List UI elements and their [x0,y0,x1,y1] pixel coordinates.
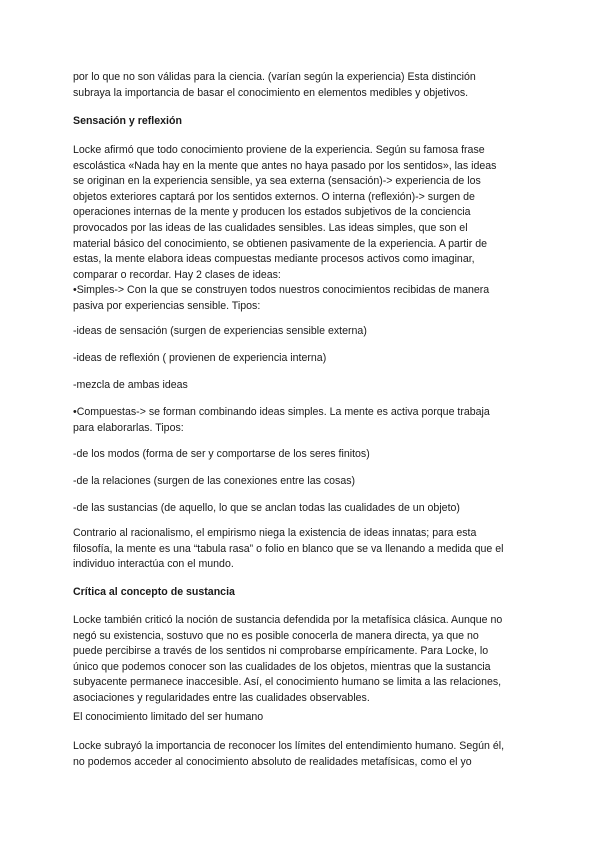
list-item-mezcla: -mezcla de ambas ideas [73,379,188,391]
list-item-simples: •Simples-> Con la que se construyen todos nuestros conocimientos recibidas de manera pasiva por experiencias sensible. Tipos: [73,284,490,312]
paragraph-racionalismo: Contrario al racionalismo, el empirismo niega la existencia de ideas innatas; para esta filosofía, la mente es una “tabula rasa” o folio en blanco que se va llenando a medida que el individuo interactúa con el mundo. [73,527,504,571]
list-item-sensacion: -ideas de sensación (surgen de experiencias sensible externa) [73,325,367,337]
heading-critica-sustancia: Crítica al concepto de sustancia [73,586,235,598]
heading-sensacion-reflexion: Sensación y reflexión [73,115,182,127]
paragraph-intro: por lo que no son válidas para la ciencia. (varían según la experiencia) Esta distinción subraya la importancia de basar el conocimiento en elementos medibles y objetivos. [73,71,476,99]
subheading-conocimiento-limitado: El conocimiento limitado del ser humano [73,711,264,723]
list-item-reflexion: -ideas de reflexión ( provienen de experiencia interna) [73,352,327,364]
paragraph-sustancia: Locke también criticó la noción de sustancia defendida por la metafísica clásica. Aunque no negó su existencia, sostuvo que no es posible conocerla de manera directa, ya que no puede percibirse a través de los sentidos ni comprobarse empíricamente. Para Locke, lo único que podemos conocer son las cualidades de los objetos, mientras que la sustancia subyacente permanece inaccesible. Así, el conocimiento humano se limita a las relaciones, asociaciones y regularidades entre las cualidades observables. [73,614,503,704]
list-item-relaciones: -de la relaciones (surgen de las conexiones entre las cosas) [73,475,356,487]
list-item-compuestas: •Compuestas-> se forman combinando ideas simples. La mente es activa porque trabaja para elaborarlas. Tipos: [73,406,490,434]
paragraph-locke-experiencia: Locke afirmó que todo conocimiento proviene de la experiencia. Según su famosa frase escolástica «Nada hay en la mente que antes no haya pasado por los sentidos», las ideas se originan en la experiencia sensible, ya sea externa (sensación)-> experiencia de los objetos exteriores captará por los sentidos externos. O interna (reflexión)-> surgen de operaciones internas de la mente y producen los estados subjetivos de la conciencia provocados por las ideas de las cualidades sensibles. Las ideas simples, que son el material básico del conocimiento, se obtienen pasivamente de la experiencia. A partir de estas, la mente elabora ideas compuestas mediante procesos activos como imaginar, comparar o recordar. Hay 2 clases de ideas: [73,144,497,281]
list-item-modos: -de los modos (forma de ser y comportarse de los seres finitos) [73,448,370,460]
list-item-sustancias: -de las sustancias (de aquello, lo que se anclan todas las cualidades de un objeto) [73,502,460,514]
paragraph-limites: Locke subrayó la importancia de reconocer los límites del entendimiento humano. Según él, no podemos acceder al conocimiento absoluto de realidades metafísicas, como el yo [73,740,505,768]
